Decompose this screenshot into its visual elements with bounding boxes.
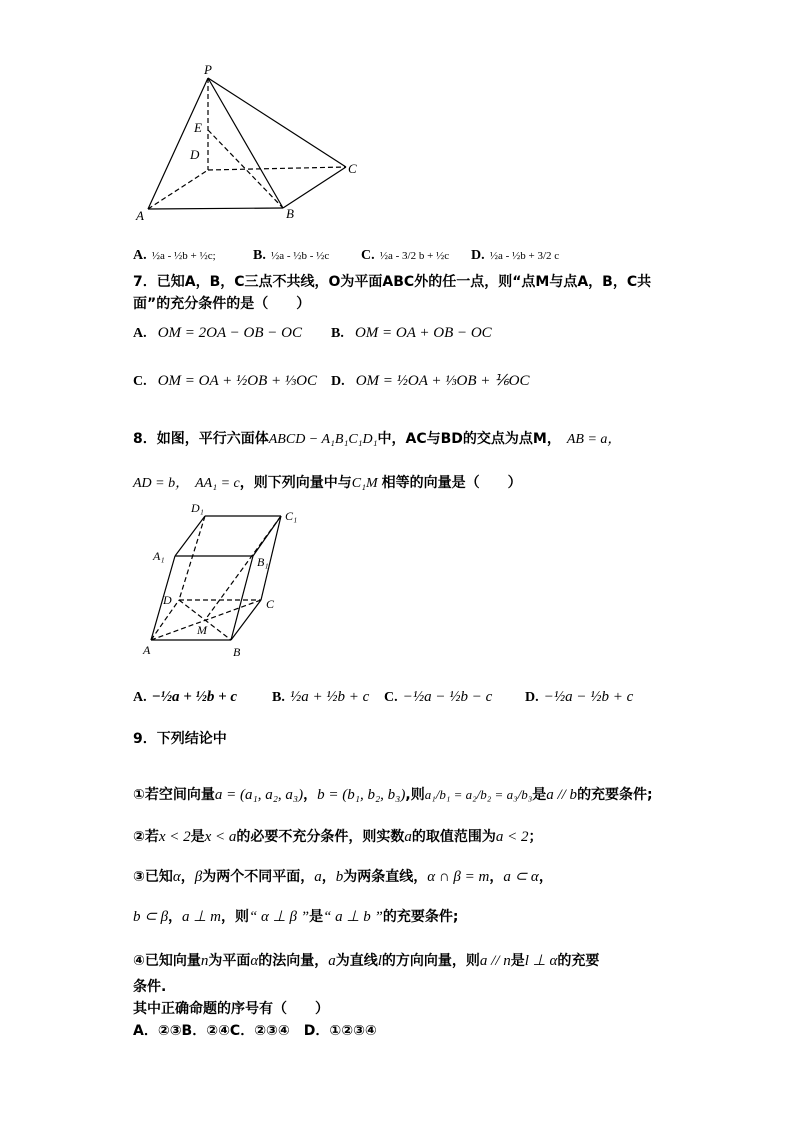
label-M: M [197,623,207,637]
label-A: A [143,643,151,657]
q8-option-a: A. −½a + ½b + c [133,689,238,705]
q8-stem-line2: AD = b， AA₁ = c，则下列向量中与C₁M 相等的向量是（ ） [133,475,522,491]
q7-option-a: A. OM = 2OA − OB − OC [133,325,302,341]
q9-statement-3-cont: b ⊂ β，a ⊥ m，则“ α ⊥ β ”是“ a ⊥ b ”的充要条件; [133,909,459,925]
q6-option-d: D. ½a - ½b + 3/2 c [471,248,560,263]
label-D: D [190,147,200,162]
q9-statement-4: ④已知向量n为平面α的法向量，a为直线l的方向向量，则a // n是l ⊥ α的充要 [133,953,600,969]
label-C1: C₁ [285,509,298,523]
q8-option-b: B. ½a + ½b + c [272,689,370,705]
q9-title: 9．下列结论中 [133,731,227,747]
q9-ask: 其中正确命题的序号有（ ） [133,1001,329,1017]
q8-stem-line1: 8．如图，平行六面体ABCD − A₁B₁C₁D₁中，AC与BD的交点为点M， AB = a， [133,431,622,447]
q7-option-d: D. OM = ½OA + ⅓OB + ⅙OC [331,373,530,389]
q6-option-a: A. ½a - ½b + ½c; [133,248,216,263]
pyramid-figure [120,60,370,230]
q9-statement-2: ②若x < 2是x < a的必要不充分条件，则实数a的取值范围为a < 2； [133,829,543,845]
label-B: B [286,206,294,221]
label-C: C [266,597,275,611]
label-B1: B₁ [257,555,269,569]
label-C: C [348,161,357,176]
label-A: A [136,208,144,223]
q9-statement-3: ③已知α，β为两个不同平面，a，b为两条直线，α ∩ β = m，a ⊂ α， [133,869,553,885]
label-D1: D₁ [191,501,204,515]
q8-option-c: C. −½a − ½b − c [384,689,493,705]
q7-option-c: C. OM = OA + ½OB + ⅓OC [133,373,317,389]
q7-stem-line1: 7．已知A，B，C三点不共线，O为平面ABC外的任一点，则“点M与点A，B，C共 [133,274,652,290]
label-E: E [194,120,202,135]
q9-statement-1: ①若空间向量a = (a₁, a₂, a₃)，b = (b₁, b₂, b₃),则a₁/b₁ = a₂/b₂ = a₃/b₃是a // b的充要条件; [133,787,653,803]
label-P: P [204,62,212,77]
q7-option-b: B. OM = OA + OB − OC [331,325,492,341]
q9-answer-options: A．②③B．②④C．②③④ D．①②③④ [133,1023,377,1039]
label-A1: A₁ [153,549,165,563]
parallelepiped-figure [135,500,315,665]
q7-stem-line2: 面”的充分条件的是（ ） [133,296,311,312]
q6-option-c: C. ½a - 3/2 b + ½c [361,248,450,263]
label-B: B [233,645,241,659]
q6-option-b: B. ½a - ½b - ½c [253,248,330,263]
q8-option-d: D. −½a − ½b + c [525,689,634,705]
q9-statement-4-cont: 条件. [133,979,167,995]
label-D: D [163,593,172,607]
